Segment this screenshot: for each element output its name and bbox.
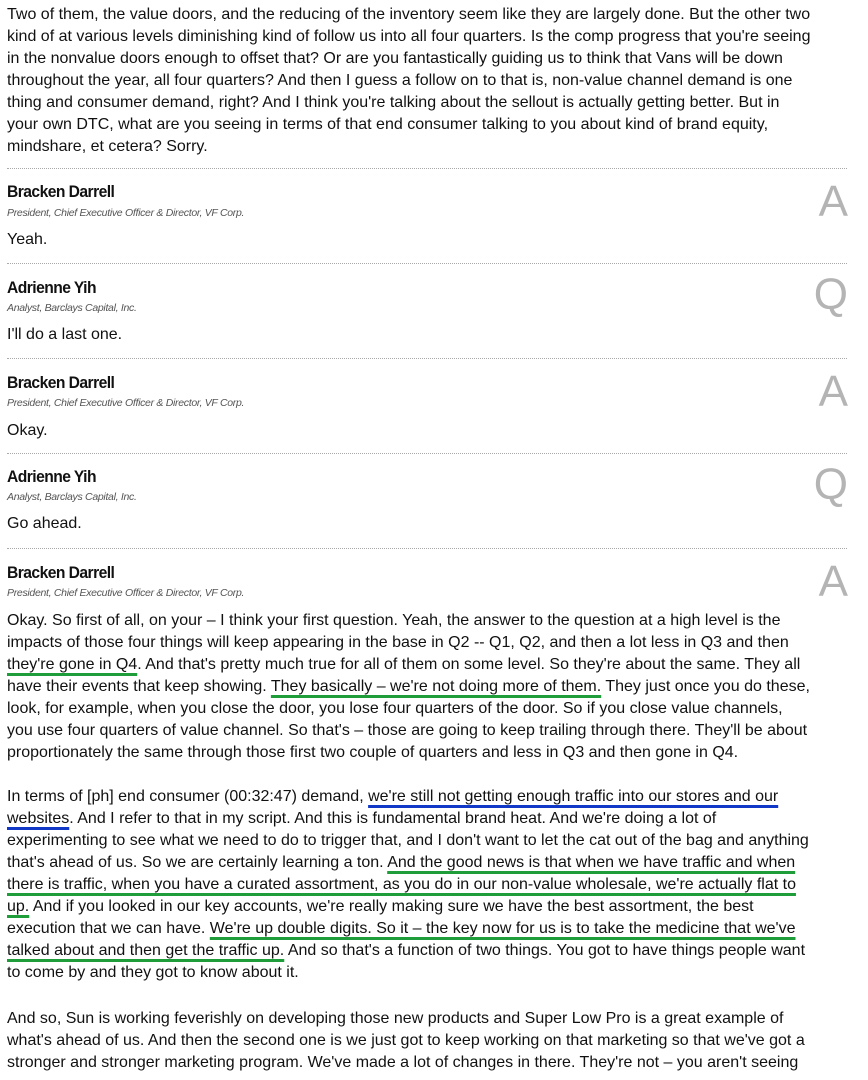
speaker-divider (7, 453, 847, 454)
text-line: your own DTC, what are you seeing in terms of that end consumer talking to you about kind of brand equity, (7, 116, 769, 133)
text-line (0, 918, 868, 940)
highlight-green: And the good news is that when we have traffic and when (387, 854, 796, 871)
speaker-title: Analyst, Barclays Capital, Inc. (7, 491, 137, 503)
speaker-divider (7, 263, 847, 264)
text-span: And if you looked in our key accounts, we're really making sure we have the best assortment, the best (29, 898, 754, 915)
text-line: impacts of those four things will keep appearing in the base in Q2 -- Q1, Q2, and then a lot less in Q3 and then (7, 634, 789, 651)
speaker-title: President, Chief Executive Officer & Director, VF Corp. (7, 397, 245, 409)
speaker-title: President, Chief Executive Officer & Director, VF Corp. (7, 207, 245, 219)
text-line: And so, Sun is working feverishly on developing those new products and Super Low Pro is a great example of (7, 1010, 784, 1027)
text-line: what's ahead of us. And then the second one is we just got to keep working on that marketing so that we've got a (7, 1032, 805, 1049)
text-span: have their events that keep showing. (7, 678, 271, 695)
text-span: And so that's a function of two things. You got to have things people want (284, 942, 806, 959)
speaker-divider (7, 358, 847, 359)
answer-marker: A (818, 177, 848, 226)
text-line: to come by and they got to know about it. (7, 964, 299, 981)
text-line: mindshare, et cetera? Sorry. (7, 138, 208, 155)
utterance-text: I'll do a last one. (7, 326, 123, 343)
text-line: kind of at various levels diminishing kind of follow us into all four quarters. Is the comp progress that you're seeing (7, 28, 811, 45)
highlight-green: talked about and then get the traffic up. (7, 942, 285, 959)
utterance-text: Yeah. (7, 231, 48, 248)
answer-paragraph (0, 610, 868, 764)
text-line: throughout the year, all four quarters? And then I guess a follow on to that is, non-value channel demand is one (7, 72, 793, 89)
question-marker: Q (813, 270, 848, 319)
utterance (0, 513, 868, 535)
text-span: that's ahead of us. So we are certainly learning a ton. (7, 854, 388, 871)
text-line (0, 786, 868, 808)
speaker-name: Bracken Darrell (7, 373, 115, 392)
text-line: you use four quarters of value channel. So that's – those are going to keep trailing through there. They'll be about (7, 722, 808, 739)
text-line (0, 896, 868, 918)
utterance-text: Okay. (7, 422, 48, 439)
highlight-green: We're up double digits. So it – the key now for us is to take the medicine that we've (209, 920, 796, 937)
speaker-title: President, Chief Executive Officer & Director, VF Corp. (7, 587, 245, 599)
text-line (0, 852, 868, 874)
text-line (0, 676, 868, 698)
text-line (0, 654, 868, 676)
text-line (0, 808, 868, 830)
text-span: execution that we can have. (7, 920, 210, 937)
text-line: proportionately the same through those first two couple of quarters and less in Q3 and then gone in Q4. (7, 744, 739, 761)
speaker-name: Adrienne Yih (7, 467, 96, 486)
speaker-name: Bracken Darrell (7, 182, 115, 201)
text-span: . And that's pretty much true for all of them on some level. So they're about the same. They all (137, 656, 801, 673)
highlight-blue: websites (7, 810, 70, 827)
highlight-blue: we're still not getting enough traffic into our stores and our (368, 788, 779, 805)
text-line: Okay. So first of all, on your – I think your first question. Yeah, the answer to the question at a high level is the (7, 612, 781, 629)
text-line: thing and consumer demand, right? And I think you're talking about the sellout is actually getting better. But in (7, 94, 780, 111)
speaker-divider (7, 548, 847, 549)
highlight-green: they're gone in Q4 (7, 656, 138, 673)
text-span: In terms of [ph] end consumer (00:32:47) demand, (7, 788, 369, 805)
text-line (0, 874, 868, 896)
highlight-green: up. (7, 898, 30, 915)
text-line: experimenting to see what we need to do to trigger that, and I don't want to let the cat out of the bag and anything (7, 832, 809, 849)
answer-paragraph (0, 786, 868, 984)
answer-paragraph (0, 1008, 868, 1074)
text-line: in the nonvalue doors enough to offset that? Or are you fantastically guiding us to think that Vans will be down (7, 50, 783, 67)
speaker-name: Bracken Darrell (7, 563, 115, 582)
text-line: Two of them, the value doors, and the reducing of the inventory seem like they are largely done. But the other two (7, 6, 811, 23)
text-line: stronger and stronger marketing program. We've made a lot of changes in there. They're not – you aren't seeing (7, 1054, 799, 1071)
highlight-green: there is traffic, when you have a curated assortment, as you do in our non-value wholesale, we're actually flat to (7, 876, 796, 893)
text-line (0, 940, 868, 962)
highlight-green: They basically – we're not doing more of them. (270, 678, 602, 695)
answer-marker: A (818, 557, 848, 606)
utterance (0, 324, 868, 346)
text-span: . And I refer to that in my script. And this is fundamental brand heat. And we're doing a lot of (69, 810, 717, 827)
speaker-name: Adrienne Yih (7, 278, 96, 297)
speaker-divider (7, 168, 847, 169)
speaker-title: Analyst, Barclays Capital, Inc. (7, 302, 137, 314)
answer-marker: A (818, 367, 848, 416)
utterance (0, 229, 868, 251)
question-marker: Q (813, 460, 848, 509)
utterance (0, 420, 868, 442)
utterance-text: Go ahead. (7, 515, 82, 532)
text-line: look, for example, when you close the door, you lose four quarters of the door. So if you close value channels, (7, 700, 783, 717)
text-span: They just once you do these, (601, 678, 810, 695)
question-paragraph (0, 4, 868, 158)
